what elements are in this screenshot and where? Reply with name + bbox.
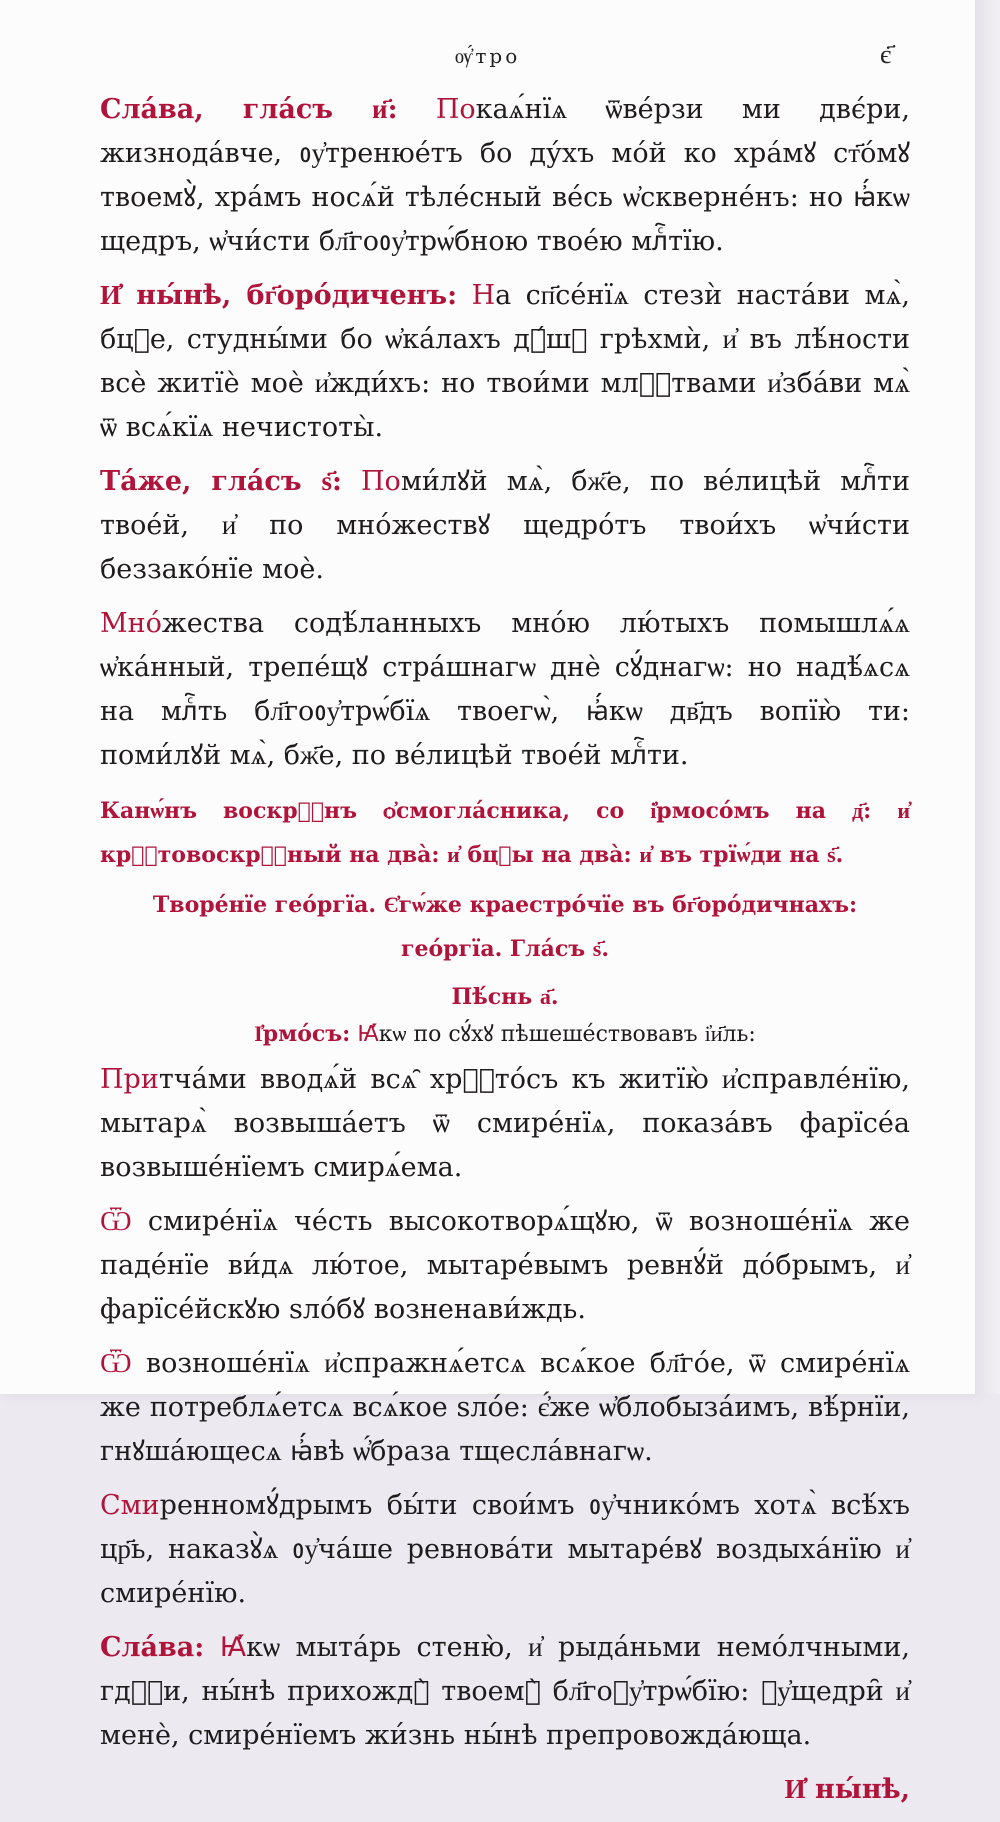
paragraph-i-nyne-bogorodichen	[100, 274, 910, 450]
running-title: ѹ҆́тро	[454, 44, 521, 68]
troparion-2	[100, 1200, 910, 1332]
initial-letter: По	[361, 466, 401, 497]
paragraph-text: смире́нїѧ че́сть высокотворѧ́щꙋю, ѿ возноше́нїѧ же паде́нїе ви́дѧ лю́тое, мытаре́вымъ ревнꙋ́й до́брымъ, и҆ фарїсе́йскꙋю ѕло́бꙋ возненави́ждь.	[100, 1206, 910, 1325]
paragraph-kanon-rubric	[100, 788, 910, 876]
initial-letter: Ѿ	[100, 1206, 132, 1237]
irmos-text: ́кѡ по сꙋ́хꙋ пѣшеше́ствовавъ і҆и҃ль:	[378, 1022, 756, 1047]
paragraph-i-nyne-end	[100, 1768, 910, 1812]
page-number: є҃	[880, 40, 892, 70]
rubric-i-nyne-end: И҆ ны́нѣ,	[784, 1774, 910, 1805]
initial-letter: Ꙗ҆	[357, 1022, 379, 1047]
rubric-slava: Сла́ва:	[100, 1632, 205, 1663]
initial-letter: Сми	[100, 1490, 160, 1521]
paragraph-text: жества содѣ́ланныхъ мно́ю лю́тыхъ помышлѧ́ѧ ѡ҆ка́нный, трепе́щꙋ стра́шнагѡ днѐ сꙋ́днагѡ: но надѣ́ѧсѧ на млⷭ҇ть бл҃гоᲂу҆трѡ́бїѧ твоегѡ̀, ꙗ҆́кѡ дв҃дъ вопїю̀ ти: поми́лꙋй мѧ̀, бж҃е, по ве́лицѣй твое́й млⷭ҇ти.	[100, 608, 910, 771]
ode-heading	[100, 974, 910, 1018]
pesn-title: Пѣ́снь а҃.	[451, 984, 559, 1010]
initial-letter: При	[100, 1064, 159, 1095]
rubric-i-nyne-bogorodichen: И҆ ны́нѣ, бг҃оро́диченъ:	[100, 280, 458, 311]
page-header	[0, 40, 975, 80]
initial-letter: Н	[471, 280, 496, 311]
rubric-tazhe-glas6: Та́же, гла́съ ѕ҃:	[100, 466, 342, 497]
paragraph-slava-glas8	[100, 88, 910, 264]
paragraph-irmos	[100, 1018, 910, 1052]
paragraph-tazhe-glas6	[100, 460, 910, 592]
paragraph-slava	[100, 1626, 910, 1758]
page-edge	[975, 0, 1000, 1394]
initial-letter: Ꙗ҆	[219, 1632, 247, 1663]
paragraph-mnozhestva	[100, 602, 910, 778]
paragraph-text: а сп҃се́нїѧ стезѝ наста́ви мѧ̀, бцⷣе, студны́ми бо ѡ҆ка́лахъ дꙋ́шꙋ грѣхмѝ, и҆ въ лѣ́ности всѐ житїѐ моѐ и҆жди́хъ: но твои́ми млⷭ҇твами и҆зба́ви мѧ̀ ѿ всѧ́кїѧ нечистоты̀.	[100, 280, 910, 443]
paragraph-tvorenie	[100, 882, 910, 970]
rubric-slava-glas8: Сла́ва, гла́съ и҃:	[100, 94, 398, 125]
paragraph-text: тча́ми вводѧ́й всѧ̑ хрⷭ҇то́съ къ житїю̀ и҆справле́нїю, мытарѧ̀ возвыша́етъ ѿ смире́нїѧ, показа́въ фарїсе́а возвыше́нїемъ смирѧ́ема.	[100, 1064, 910, 1183]
paragraph-text: ми́лꙋй мѧ̀, бж҃е, по ве́лицѣй млⷭ҇ти твое́й, и҆ по мно́жествꙋ щедро́тъ твои́хъ ѡ҆чи́сти беззако́нїе моѐ.	[100, 466, 910, 585]
paragraph-text: ренномꙋ́дрымъ бы́ти свои́мъ ᲂу҆чнико́мъ хотѧ̀ всѣ́хъ цр҃ь, наказꙋ̀ѧ ᲂу҆ча́ше ревнова́ти мытаре́вꙋ воздыха́нїю и҆ смире́нїю.	[100, 1490, 910, 1609]
paragraph-text: каѧ́нїѧ ѿве́рзи ми двє́ри, жизнода́вче, ᲂу҆тренюе́тъ бо ду́хъ мо́й ко хра́мꙋ ст҃о́мꙋ твоемꙋ̀, хра́мъ носѧ́й тѣле́сный ве́сь ѡ҆скверне́нъ: но ꙗ҆́кѡ щедръ, ѡ҆чи́сти бл҃гоᲂу҆трѡ́бною твое́ю млⷭ҇тїю.	[100, 94, 910, 257]
troparion-4	[100, 1484, 910, 1616]
initial-letter: Мно́	[100, 608, 162, 639]
troparion-1	[100, 1058, 910, 1190]
paragraph-text: возноше́нїѧ и҆спражнѧ́етсѧ всѧ́кое бл҃го́е, ѿ смире́нїѧ же потреблѧ́етсѧ всѧ́кое ѕло́е: є҆́же ѡ҆блобыза́имъ, вѣ́рнїи, гнꙋша́ющесѧ ꙗ҆́вѣ ѡ҆́браза тщесла́внагѡ.	[100, 1348, 910, 1467]
paragraph-text: ́кѡ мыта́рь стеню̀, и҆ рыда́ньми немо́лчными, гдⷭ҇и, ны́нѣ прихождꙋ̀ твоемꙋ̀ бл҃гоᲂу҆трѡ́бїю: ᲂу҆щедри̑ и҆ менѐ, смире́нїемъ жи́знь ны́нѣ препровожда́юща.	[100, 1632, 911, 1751]
page-body	[100, 88, 910, 1822]
irmos-rubric: І҆рмо́съ:	[254, 1021, 351, 1047]
troparion-3	[100, 1342, 910, 1474]
initial-letter: Ѿ	[100, 1348, 132, 1379]
initial-letter: По	[435, 94, 476, 125]
tvorenie-rubric: Творе́нїе гео́ргїа. Є҆гѡ́же краестро́чїе въ бг҃оро́дичнахъ: гео́ргїа. Гла́съ ѕ҃.	[152, 892, 858, 962]
kanon-rubric: Канѡ́нъ воскрⷭ҇нъ ѻ҆смогла́сника, со і҆рмосо́мъ на д҃: и҆ крⷭ҇товоскрⷭ҇ный на два̀: и҆ бцⷣы на два̀: и҆ въ трїѡ́ди на ѕ҃.	[100, 798, 910, 868]
